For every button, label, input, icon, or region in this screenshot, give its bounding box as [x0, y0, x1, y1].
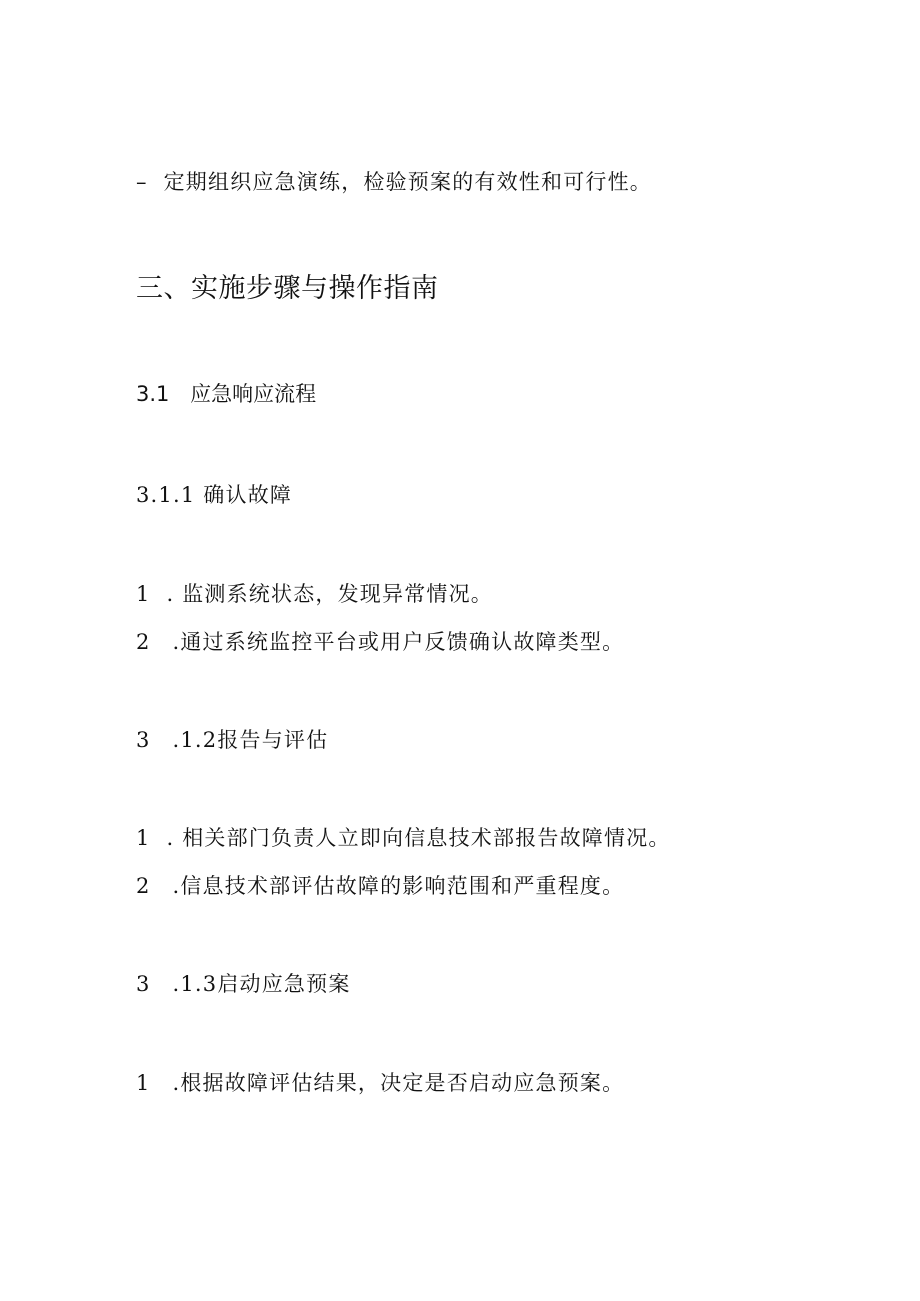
list-item: [136, 870, 624, 900]
list-item: [136, 578, 493, 608]
list-item: [136, 626, 624, 656]
list-item-text: .信息技术部评估故障的影响范围和严重程度。: [172, 874, 625, 898]
subsection-heading: [136, 378, 316, 408]
bullet-line: [136, 166, 652, 196]
heading-number: 3: [136, 972, 151, 996]
subsection-title: 应急响应流程: [190, 382, 317, 406]
heading-text: .1.2报告与评估: [172, 728, 329, 752]
heading-text: .1.3启动应急预案: [172, 972, 351, 996]
subsection-number: 3.1: [136, 382, 170, 406]
heading-3-1-2: [136, 724, 328, 754]
heading-number: 3: [136, 728, 151, 752]
list-item-text: . 监测系统状态，发现异常情况。: [166, 582, 494, 606]
list-item: [136, 1067, 624, 1097]
section-heading: 三、实施步骤与操作指南: [136, 273, 439, 304]
heading-3-1-1: 3.1.1 确认故障: [136, 483, 293, 507]
list-item-number: 1: [136, 582, 151, 606]
list-item-number: 1: [136, 1071, 151, 1095]
heading-3-1-3: [136, 968, 351, 998]
list-item-number: 2: [136, 630, 151, 654]
bullet-marker: –: [136, 170, 148, 194]
list-item-text: .根据故障评估结果，决定是否启动应急预案。: [172, 1071, 625, 1095]
list-item-text: . 相关部门负责人立即向信息技术部报告故障情况。: [166, 826, 671, 850]
list-item: [136, 822, 671, 852]
bullet-text: 定期组织应急演练，检验预案的有效性和可行性。: [163, 170, 652, 194]
list-item-number: 2: [136, 874, 151, 898]
list-item-text: .通过系统监控平台或用户反馈确认故障类型。: [172, 630, 625, 654]
list-item-number: 1: [136, 826, 151, 850]
